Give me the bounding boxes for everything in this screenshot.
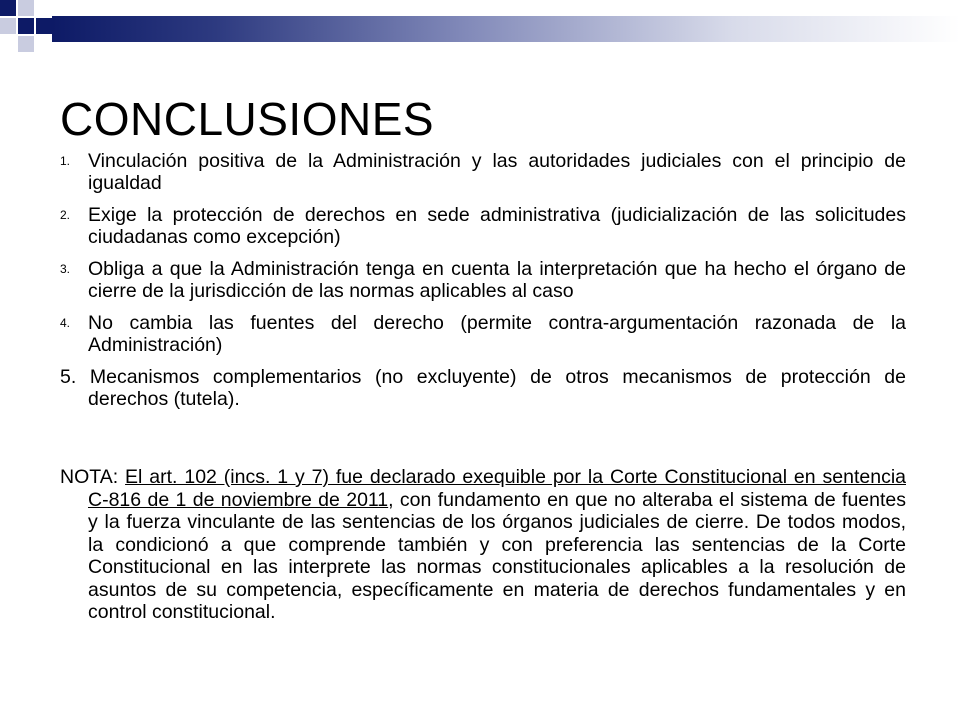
decorative-square — [18, 0, 34, 16]
item-number: 2. — [60, 208, 71, 222]
decorative-square — [18, 36, 34, 52]
item-text: Mecanismos complementarios (no excluyente) de otros mecanismos de protección de derechos (tutela). — [88, 366, 906, 410]
list-item — [60, 366, 906, 410]
item-number: 1. — [60, 154, 71, 168]
header-gradient-bar — [52, 16, 960, 42]
item-number: 5. — [60, 366, 77, 388]
item-number: 3. — [60, 262, 71, 276]
item-text: No cambia las fuentes del derecho (permite contra-argumentación razonada de la Administración) — [88, 312, 906, 356]
item-text: Vinculación positiva de la Administración y las autoridades judiciales con el principio de igualdad — [88, 150, 906, 194]
item-text: Exige la protección de derechos en sede administrativa (judicialización de las solicitudes ciudadanas como excepción) — [88, 204, 906, 248]
list-item — [60, 150, 906, 194]
decorative-square — [36, 18, 52, 34]
item-number: 4. — [60, 316, 71, 330]
note-text: , con fundamento en que no alteraba el sistema de fuentes y la fuerza vinculante de las sentencias de los órganos judiciales de cierre. De todos modos, la condicionó a que comprende también y con preferencia las sentencias de la Corte Constitucional en las interprete las normas constitucionales aplicables a la resolución de asuntos de su competencia, específicamente en materia de derechos fundamentales y en control constitucional. — [88, 488, 906, 623]
note-paragraph — [60, 466, 906, 624]
decorative-square — [0, 18, 16, 34]
decorative-square — [0, 0, 16, 16]
decorative-square — [18, 18, 34, 34]
note-label: NOTA: — [60, 466, 119, 488]
item-text: Obliga a que la Administración tenga en cuenta la interpretación que ha hecho el órgano de cierre de la jurisdicción de las normas aplicables al caso — [88, 258, 906, 302]
note-underlined-text: El art. 102 (incs. 1 y 7) fue declarado exequible por la Corte Constitucional en sentencia C-816 de 1 de noviembre de 2011 — [88, 466, 906, 511]
list-item — [60, 258, 906, 302]
list-item — [60, 312, 906, 356]
list-item — [60, 204, 906, 248]
slide-title: CONCLUSIONES — [60, 93, 435, 145]
conclusions-list — [60, 150, 906, 420]
